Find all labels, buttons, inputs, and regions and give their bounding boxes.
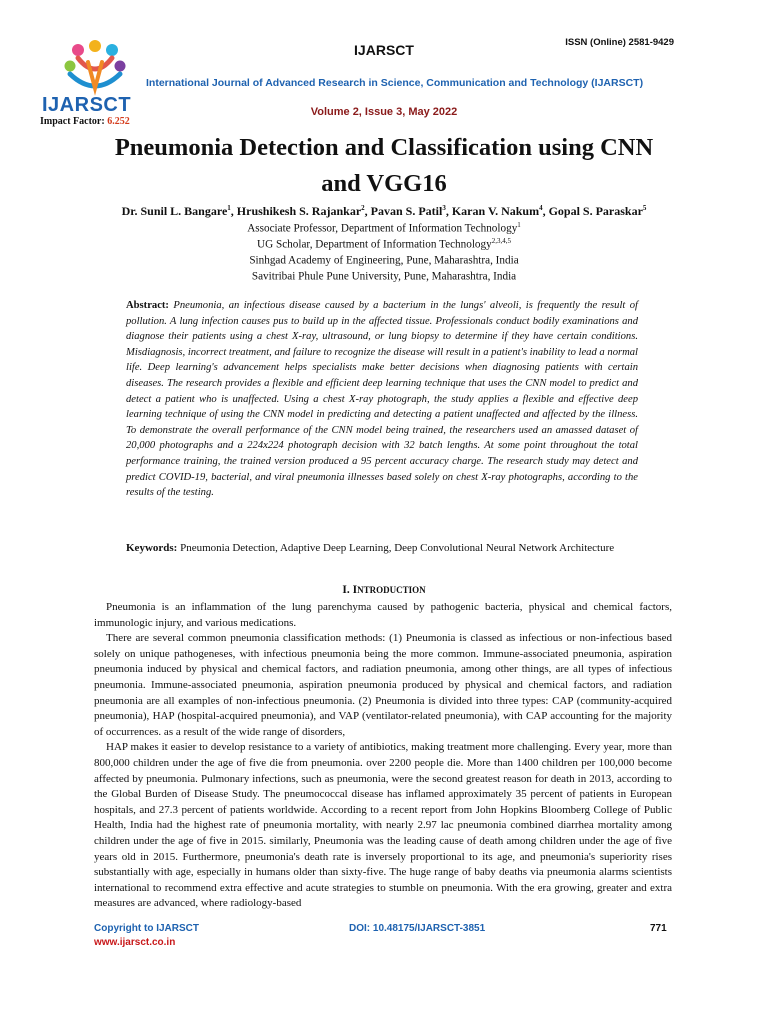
affiliation-line: UG Scholar, Department of Information Technology$^{2,3,4,5}$ <box>257 237 511 251</box>
abstract-body: Pneumonia, an infectious disease caused by a bacterium in the lungs' alveoli, is frequently the result of pollution. A lung infection causes pus to build up in the affected tissue. Professionals conduct bodily examinations and diagnose their patients using a chest X-ray, ultrasound, or lung biopsy to determine if they have certain conditions. Misdiagnosis, incorrect treatment, and failure to recognize the disease will result in a patient's inability to lead a normal life. Deep learning's advancement helps specialists make better decisions when diagnosing patients with certain diseases. The research provides a flexible and efficient deep learning technique that uses the CNN model to predict and detect a patient who is unaffected. Using a chest X-ray photograph, the study applies a flexible and effective deep learning technique of using the CNN model in predicting and detecting a patient unaffected and affected by the illness. To demonstrate the overall performance of the CNN model being trained, the researchers used an amassed dataset of 20,000 photographs and a 224x224 photograph decision with 32 batch lengths. At some point throughout the total performance training, the trained version produced a 95 percent accuracy charge. The research study may detect and predict COVID-19, bacterial, and viral pneumonia illnesses based solely on chest X-ray photographs, according to the results of the testing. <box>126 300 638 499</box>
author-list <box>60 204 708 219</box>
keywords-label: Keywords: <box>126 542 178 554</box>
affiliation-line: Associate Professor, Department of Information Technology$^1$ <box>247 221 521 235</box>
author: Pavan S. Patil$^3$, <box>370 204 452 218</box>
footer-website-link[interactable]: www.ijarsct.co.in <box>94 937 176 948</box>
issn: ISSN (Online) 2581-9429 <box>565 37 674 48</box>
keywords-body: Pneumonia Detection, Adaptive Deep Learning, Deep Convolutional Neural Network Architecture <box>180 542 615 554</box>
impact-value: 6.252 <box>107 116 130 127</box>
journal-full-name: International Journal of Advanced Research in Science, Communication and Technology (IJARSCT) <box>146 77 644 89</box>
keywords <box>126 541 638 557</box>
page-number: 771 <box>650 923 667 934</box>
journal-short-name: IJARSCT <box>354 42 414 58</box>
abstract <box>126 298 638 501</box>
section-heading: I. INTRODUCTION <box>342 584 426 596</box>
author: Gopal S. Paraskar$^5$ <box>548 204 647 218</box>
volume-issue: Volume 2, Issue 3, May 2022 <box>310 106 458 118</box>
paragraph: There are several common pneumonia classification methods: (1) Pneumonia is classed as infectious or non-infectious based solely on unique pathogeneses, with infectious pneumonia being the more common. Immune-associated pneumonia, aspiration pneumonia induced by physical and chemical factors, and radiation pneumonia, among other things, are all types of infectious pneumonia. Immune-associated pneumonia, aspiration pneumonia produced by physical and chemical factors, and radiation pneumonia are all examples of non-infectious pneumonia. (2) Pneumonia is divided into three types: CAP (community-acquired pneumonia), HAP (hospital-acquired pneumonia), and VAP (ventilator-related pneumonia), with CAP accounting for the majority of occurrences. as a result of the wide range of disorders, <box>94 632 672 738</box>
author: Dr. Sunil L. Bangare$^1$, <box>121 204 237 218</box>
paragraph: HAP makes it easier to develop resistance to a variety of antibiotics, making treatment more challenging. Every year, more than 800,000 children under the age of five die from pneumonia. over 2200 people die. More than 1400 children per 100,000 become affected by pneumonia. Pulmonary infections, such as pneumonia, were the second greatest reason for death in 2013, according to the Global Burden of Disease Study. The pneumococcal disease has inflamed approximately 35 percent of patients in European hospitals, and 27.3 percent of patients worldwide. According to a recent report from John Hopkins Bloomberg College of Public Health, India had the highest rate of pneumonia mortality, with nearly 2.97 lac pneumonia combined diarrhea mortality among children under the age of five in 2015. similarly, Pneumonia was the leading cause of death among children under the age of five years old in 2015. Furthermore, pneumonia's death rate is inversely proportional to its age, and pneumonia's superiority rises substantially with age, especially in humans older than sixty-five. The huge range of baby deaths via pneumonia alarms scientists international to recommend extra effective and acute strategies to stumble on pneumonia. With the era growing, greater and extra measures are advanced, where radiology-based <box>94 741 672 910</box>
author: Hrushikesh S. Rajankar$^2$, <box>236 204 371 218</box>
body-text <box>94 600 672 912</box>
footer-copyright: Copyright to IJARSCT <box>94 923 199 934</box>
impact-label: Impact Factor: <box>40 116 105 127</box>
title-line-1: Pneumonia Detection and Classification using CNN <box>114 134 654 161</box>
affiliation-line: Savitribai Phule Pune University, Pune, Maharashtra, India <box>251 270 517 283</box>
affiliation-line: Sinhgad Academy of Engineering, Pune, Maharashtra, India <box>249 254 519 267</box>
abstract-label: Abstract: <box>126 300 169 311</box>
paper-title <box>80 130 688 202</box>
author: Karan V. Nakum$^4$, <box>451 204 549 218</box>
title-line-2: and VGG16 <box>321 170 447 197</box>
paragraph: Pneumonia is an inflammation of the lung parenchyma caused by pathogenic bacteria, physical and chemical factors, immunologic injury, and various medications. <box>94 601 672 629</box>
logo-text: IJARSCT <box>42 94 132 116</box>
footer-doi[interactable]: DOI: 10.48175/IJARSCT-3851 <box>349 923 486 934</box>
